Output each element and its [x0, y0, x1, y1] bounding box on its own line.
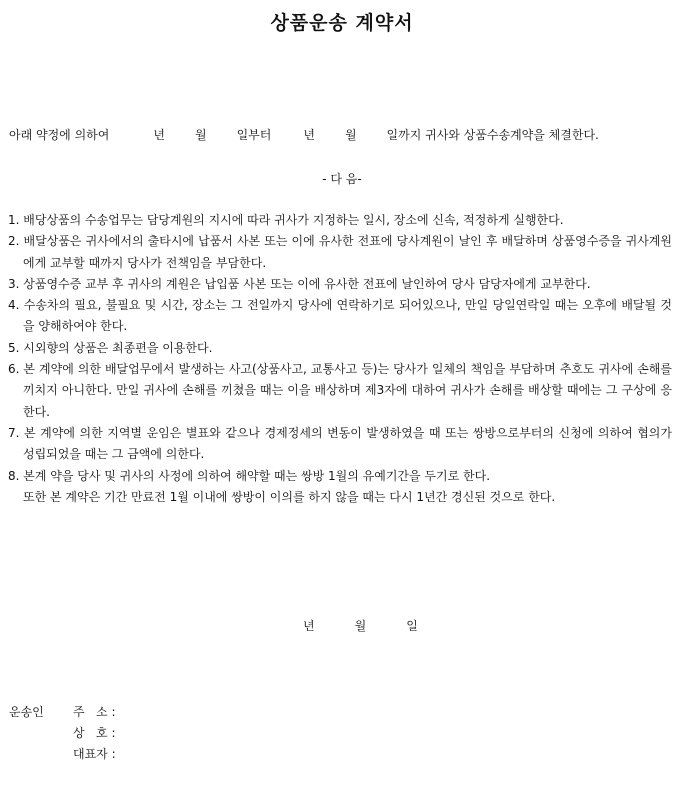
- signature-address-label: 주 소 :: [73, 705, 116, 719]
- clause-7: 7. 본 계약에 의한 지역별 운임은 별표와 같으나 경제정세의 변동이 발생하였을 때 또는 쌍방으로부터의 신청에 의하여 협의가 성립되었을 때는 그 금액에 의한다.: [8, 425, 672, 462]
- clause-8-continuation: 또한 본 계약은 기간 만료전 1월 이내에 쌍방이 이의를 하지 않을 때는 다시 1년간 경신된 것으로 한다.: [23, 489, 556, 504]
- intro-month2: 월: [344, 128, 357, 142]
- signature-rep-label: 대표자 :: [73, 747, 116, 761]
- signature-party: 운송인: [9, 705, 44, 719]
- clause-1: 1. 배당상품의 수송업무는 담당계원의 지시에 따라 귀사가 지정하는 일시, 장소에 신속, 적정하게 실행한다.: [8, 213, 564, 227]
- intro-line: [9, 126, 679, 143]
- intro-month1: 월: [194, 128, 207, 142]
- section-heading: - 다 음-: [322, 172, 362, 186]
- clause-5: 5. 시외향의 상품은 최종편을 이용한다.: [8, 340, 213, 355]
- date-month: 월: [354, 619, 367, 633]
- clause-6: 6. 본 계약에 의한 배달업무에서 발생하는 사고(상품사고, 교통사고 등)는 당사가 일체의 책임을 부담하며 추호도 귀사에 손해를 끼치지 아니한다. 만일 귀사에 손해를 끼쳤을 때는 이을 배상하며 제3자에 대하여 귀사가 손해를 배상할 때에는 그 구상에 응한다.: [8, 362, 672, 419]
- clause-2: 2. 배달상품은 귀사에서의 출타시에 납품서 사본 또는 이에 유사한 전표에 당사계원이 날인 후 배달하며 상품영수증을 귀사계원에게 교부할 때까지 당사가 전책임을 부담한다.: [8, 234, 672, 270]
- date-day: 일: [406, 619, 418, 633]
- intro-text: 아래 약정에 의하여: [9, 128, 110, 142]
- intro-year1: 년: [153, 128, 165, 142]
- clause-4: 4. 수송차의 필요, 불필요 및 시간, 장소는 그 전일까지 당사에 연락하기로 되어있으나, 만일 당일연락일 때는 오후에 배달될 것을 양해하여야 한다.: [8, 298, 672, 334]
- intro-from-label: 일부터: [236, 128, 272, 142]
- date-year: 년: [303, 619, 315, 633]
- intro-year2: 년: [303, 128, 315, 142]
- page-title: 상품운송 계약서: [270, 12, 414, 34]
- clause-3: 3. 상품영수증 교부 후 귀사의 계원은 납입품 사본 또는 이에 유사한 전표에 날인하여 당사 담당자에게 교부한다.: [8, 276, 591, 291]
- signature-company-label: 상 호 :: [73, 726, 116, 740]
- intro-until: 일까지 귀사와 상품수송계약을 체결한다.: [386, 128, 599, 142]
- clause-list: [8, 210, 672, 508]
- date-line: [303, 617, 418, 634]
- clause-8: 8. 본계 약을 당사 및 귀사의 사정에 의하여 해약할 때는 쌍방 1월의 유예기간을 두기로 한다.: [8, 468, 491, 483]
